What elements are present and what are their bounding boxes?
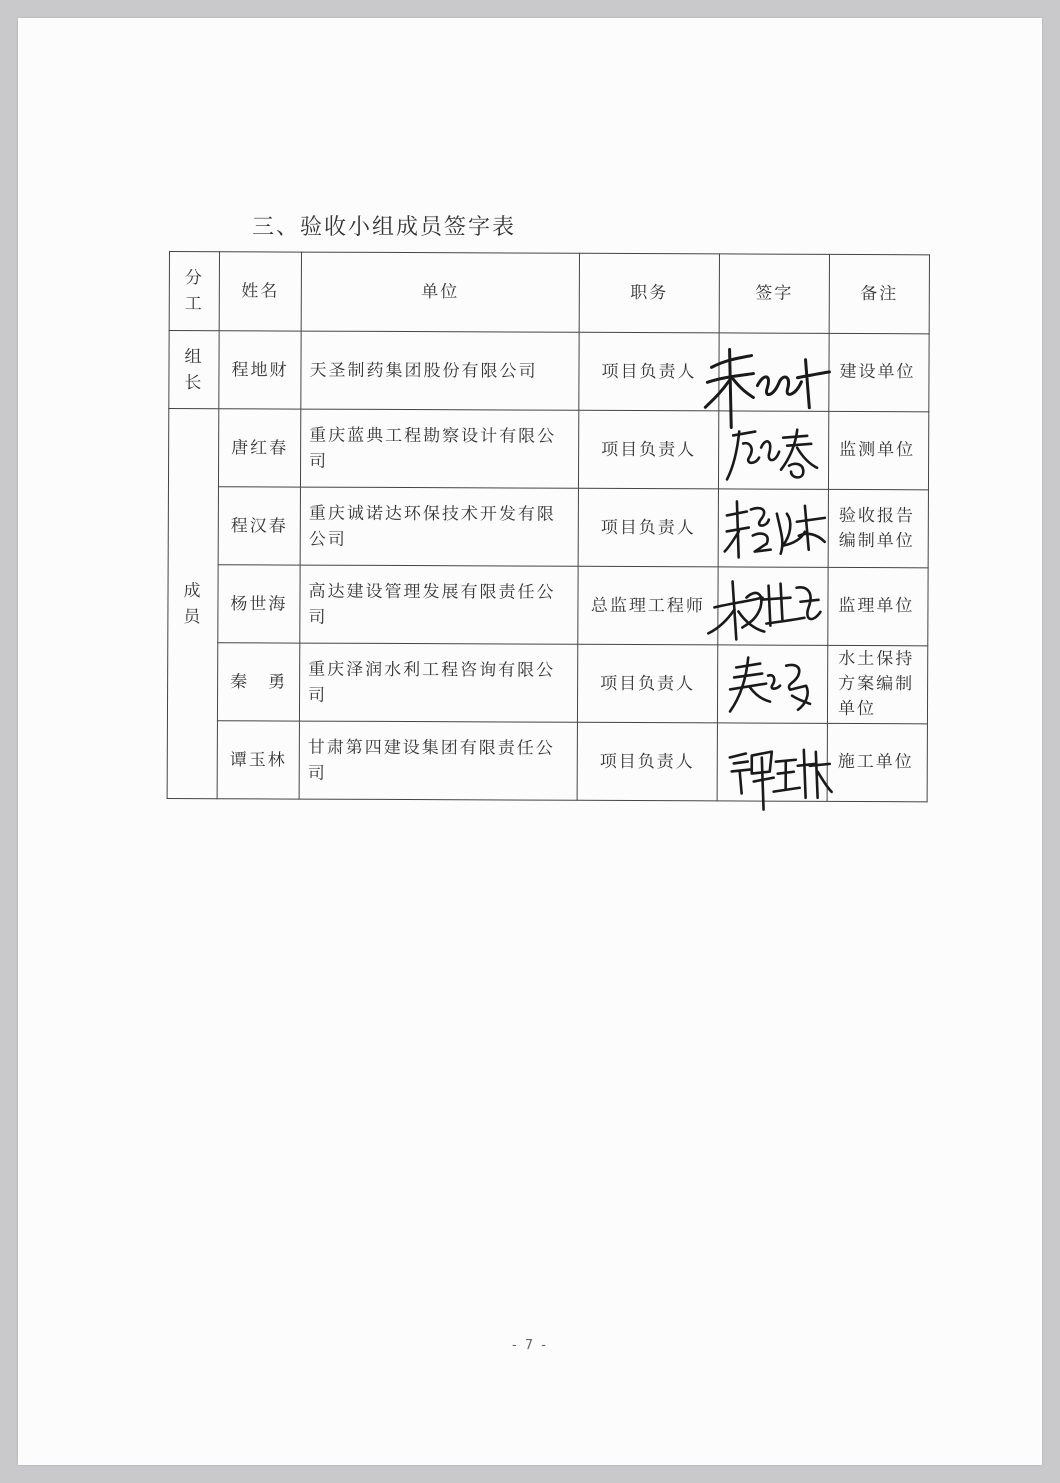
signature-cell (717, 645, 827, 723)
position-cell: 项目负责人 (577, 722, 717, 801)
handwritten-signature (725, 417, 825, 487)
note-cell: 监理单位 (828, 567, 928, 645)
page-number: - 7 - (512, 1338, 548, 1353)
unit-cell: 重庆蓝典工程勘察设计有限公司 (300, 409, 578, 488)
header-signature: 签字 (719, 254, 829, 333)
table-row (168, 409, 928, 490)
name-cell: 唐红春 (218, 409, 300, 487)
header-unit: 单位 (301, 252, 579, 332)
unit-cell: 天圣制药集团股份有限公司 (301, 331, 579, 410)
signature-cell (717, 723, 827, 801)
section-heading: 三、验收小组成员签字表 (252, 215, 517, 240)
unit-cell: 高达建设管理发展有限责任公司 (300, 565, 578, 644)
note-cell: 监测单位 (828, 411, 928, 489)
role-cell-member: 成员 (167, 409, 219, 799)
handwritten-signature (723, 737, 833, 827)
header-name: 姓名 (219, 252, 301, 331)
note-cell: 建设单位 (829, 333, 929, 411)
signature-cell (718, 411, 828, 489)
note-cell: 验收报告编制单位 (828, 489, 928, 567)
unit-cell: 重庆诚诺达环保技术开发有限公司 (300, 487, 578, 566)
role-cell-leader: 组长 (169, 331, 219, 409)
signature-table (167, 251, 930, 802)
header-division: 分工 (169, 252, 219, 331)
note-cell: 施工单位 (827, 723, 927, 801)
name-cell: 程汉春 (218, 487, 300, 565)
header-note: 备注 (829, 254, 929, 333)
table-header-row (169, 252, 929, 334)
handwritten-signature (721, 491, 831, 571)
signature-cell (719, 333, 829, 411)
name-cell: 程地财 (219, 331, 301, 409)
table-row (167, 642, 927, 723)
position-cell: 项目负责人 (577, 644, 717, 723)
name-cell: 谭玉林 (217, 721, 299, 799)
table-row (169, 331, 929, 412)
document-page (18, 18, 1042, 1465)
name-cell: 秦 勇 (217, 643, 299, 721)
handwritten-signature (706, 567, 826, 648)
table-row (168, 486, 928, 567)
note-cell: 水土保持方案编制单位 (827, 645, 927, 723)
handwritten-signature (726, 649, 826, 719)
name-cell: 杨世海 (218, 565, 300, 643)
position-cell: 项目负责人 (578, 410, 718, 489)
position-cell: 项目负责人 (578, 488, 718, 567)
table-row (168, 564, 928, 645)
unit-cell: 甘肃第四建设集团有限责任公司 (299, 721, 577, 800)
table-row (167, 720, 927, 801)
unit-cell: 重庆泽润水利工程咨询有限公司 (299, 643, 577, 722)
header-position: 职务 (579, 253, 719, 333)
position-cell: 总监理工程师 (578, 566, 718, 645)
signature-cell (718, 567, 828, 645)
signature-cell (718, 489, 828, 567)
position-cell: 项目负责人 (579, 332, 719, 411)
